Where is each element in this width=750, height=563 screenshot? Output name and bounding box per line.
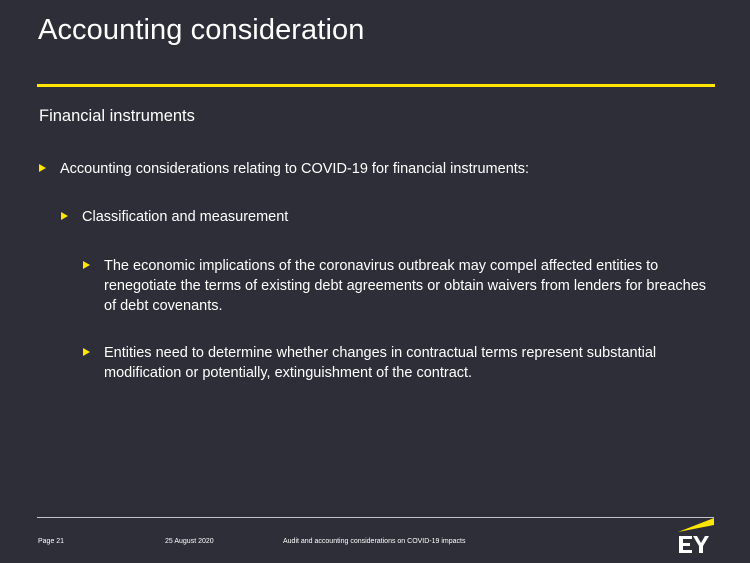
- bullet-arrow-icon: [83, 348, 90, 356]
- footer-topic: Audit and accounting considerations on COVID-19 impacts: [283, 538, 466, 545]
- footer-page-number: Page 21: [38, 538, 65, 545]
- bullet-text: Classification and measurement: [82, 209, 289, 225]
- slide-title: Accounting consideration: [38, 14, 365, 46]
- bullet-text: Entities need to determine whether changes in contractual terms represent substantial modification or potentially, extinguishment of the contract.: [104, 345, 657, 381]
- bullet-level-3: [83, 256, 713, 316]
- bullet-text: The economic implications of the coronavirus outbreak may compel affected entities to renegotiate the terms of existing debt agreements or obtain waivers from lenders for breaches of debt covenants.: [104, 258, 707, 314]
- footer-date: 25 August 2020: [165, 538, 214, 545]
- bullet-level-1: [39, 159, 719, 179]
- bullet-text: Accounting considerations relating to COVID-19 for financial instruments:: [60, 161, 530, 177]
- bullet-arrow-icon: [39, 164, 46, 172]
- title-divider: [37, 84, 715, 87]
- slide-subtitle: Financial instruments: [39, 107, 195, 125]
- footer-divider: [37, 517, 714, 518]
- bullet-arrow-icon: [61, 212, 68, 220]
- bullet-arrow-icon: [83, 261, 90, 269]
- ey-logo-icon: [677, 518, 715, 556]
- bullet-level-2: [61, 207, 711, 227]
- bullet-level-3: [83, 343, 713, 383]
